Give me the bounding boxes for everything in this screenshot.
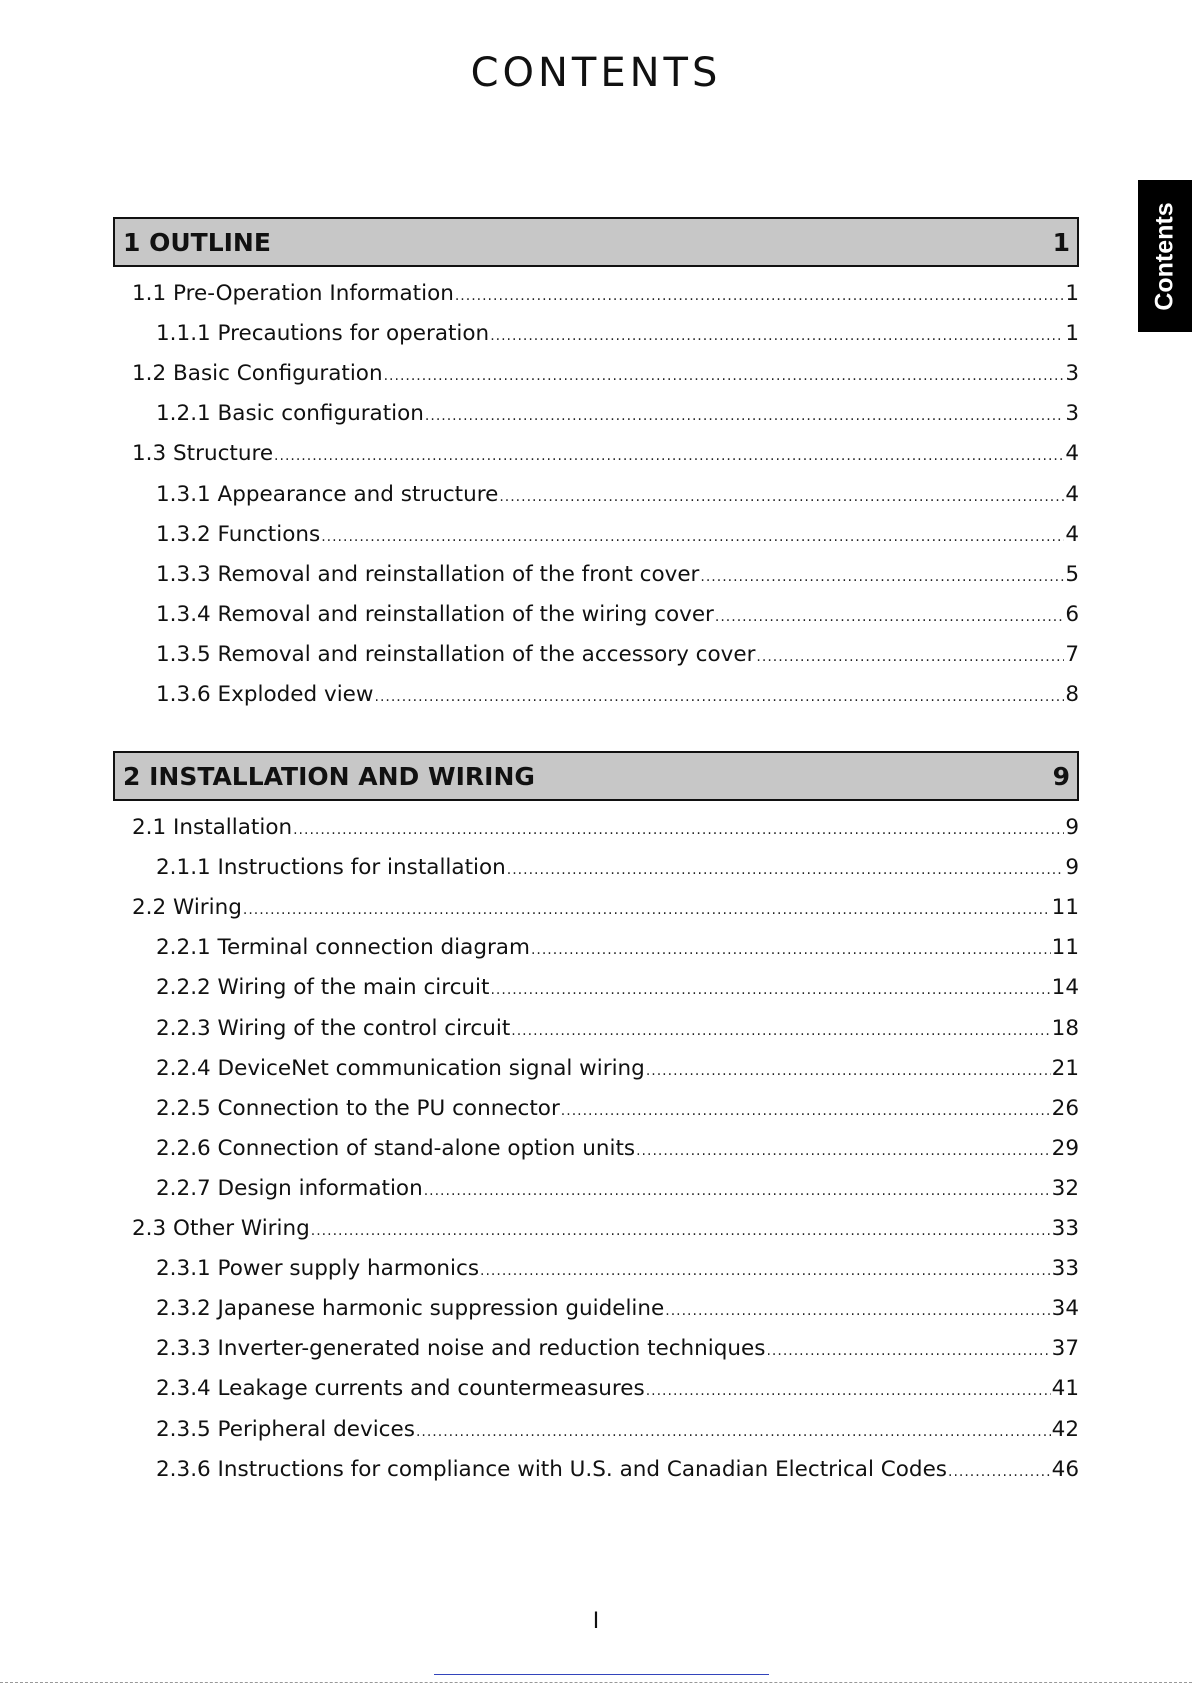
toc-entry[interactable]	[156, 1056, 1079, 1086]
toc-entry-label: 1.3.3 Removal and reinstallation of the front cover	[156, 562, 700, 587]
toc-entry-page: 3	[1065, 361, 1079, 386]
toc-entry[interactable]	[156, 1256, 1079, 1286]
toc-entry-label: 2.3.6 Instructions for compliance with U.S. and Canadian Electrical Codes	[156, 1457, 947, 1482]
toc-entry-page: 42	[1051, 1417, 1079, 1442]
dot-leader	[665, 1303, 1050, 1319]
toc-entry[interactable]	[156, 1296, 1079, 1326]
toc-entry-label: 2.2.7 Design information	[156, 1176, 423, 1201]
toc-entry-page: 3	[1065, 401, 1079, 426]
toc-entry[interactable]	[132, 361, 1079, 391]
dot-leader	[311, 1223, 1051, 1239]
toc-entry[interactable]	[132, 441, 1079, 471]
dot-leader	[375, 689, 1065, 705]
toc-entry[interactable]	[156, 562, 1079, 592]
toc-entry-page: 14	[1051, 975, 1079, 1000]
dot-leader	[243, 902, 1051, 918]
toc-entry-page: 11	[1051, 895, 1079, 920]
contents-side-tab[interactable]	[1138, 180, 1192, 332]
toc-entry-page: 9	[1065, 855, 1079, 880]
dot-leader	[507, 862, 1065, 878]
toc-entry-page: 1	[1065, 281, 1079, 306]
dot-leader	[766, 1343, 1050, 1359]
toc-entry-label: 2.2.4 DeviceNet communication signal wiring	[156, 1056, 645, 1081]
toc-entry[interactable]	[132, 895, 1079, 925]
toc-entry-label: 1.3 Structure	[132, 441, 274, 466]
toc-entry[interactable]	[156, 1336, 1079, 1366]
toc-entry-label: 2.2.3 Wiring of the control circuit	[156, 1016, 511, 1041]
toc-entry-label: 2.3.2 Japanese harmonic suppression guideline	[156, 1296, 665, 1321]
toc-entry-label: 2.3 Other Wiring	[132, 1216, 310, 1241]
dot-leader	[490, 328, 1064, 344]
toc-entry-page: 4	[1065, 522, 1079, 547]
toc-entry-label: 2.1 Installation	[132, 815, 293, 840]
toc-entry-label: 1.3.6 Exploded view	[156, 682, 374, 707]
dot-leader	[480, 1263, 1051, 1279]
toc-entry[interactable]	[156, 482, 1079, 512]
toc-entry-page: 29	[1051, 1136, 1079, 1161]
toc-entry-label: 2.3.3 Inverter-generated noise and reduction techniques	[156, 1336, 766, 1361]
dot-leader	[455, 288, 1064, 304]
toc-entry[interactable]	[156, 1096, 1079, 1126]
toc-entry-label: 2.2.5 Connection to the PU connector	[156, 1096, 560, 1121]
toc-entry-label: 2.3.1 Power supply harmonics	[156, 1256, 480, 1281]
dot-leader	[490, 982, 1050, 998]
dot-leader	[424, 1183, 1051, 1199]
toc-entry[interactable]	[156, 1136, 1079, 1166]
toc-entry-page: 9	[1065, 815, 1079, 840]
toc-entry-label: 2.2.1 Terminal connection diagram	[156, 935, 530, 960]
dot-leader	[561, 1103, 1051, 1119]
toc-entry-page: 46	[1051, 1457, 1079, 1482]
footer-divider	[0, 1682, 1192, 1683]
toc-entry-page: 6	[1065, 602, 1079, 627]
section-page: 9	[1052, 761, 1070, 791]
dot-leader	[646, 1063, 1051, 1079]
section-title: 1 OUTLINE	[123, 227, 271, 257]
toc-entry[interactable]	[156, 1376, 1079, 1406]
footer-link-underline	[434, 1674, 769, 1675]
toc-entry-page: 26	[1051, 1096, 1079, 1121]
toc-entry-label: 1.3.2 Functions	[156, 522, 321, 547]
toc-entry-page: 21	[1051, 1056, 1079, 1081]
toc-entry-page: 34	[1051, 1296, 1079, 1321]
toc-entry-label: 1.3.5 Removal and reinstallation of the accessory cover	[156, 642, 756, 667]
toc-entry-page: 7	[1065, 642, 1079, 667]
toc-entry[interactable]	[156, 522, 1079, 552]
toc-entry-page: 8	[1065, 682, 1079, 707]
dot-leader	[646, 1383, 1051, 1399]
toc-entry-page: 33	[1051, 1256, 1079, 1281]
dot-leader	[531, 942, 1051, 958]
dot-leader	[756, 649, 1064, 665]
section-header[interactable]	[113, 751, 1079, 801]
toc-entry-label: 2.1.1 Instructions for installation	[156, 855, 506, 880]
toc-entry-label: 1.3.1 Appearance and structure	[156, 482, 499, 507]
toc-entry-label: 1.1 Pre-Operation Information	[132, 281, 454, 306]
dot-leader	[416, 1424, 1051, 1440]
toc-entry[interactable]	[156, 1176, 1079, 1206]
toc-entry-label: 1.2 Basic Configuration	[132, 361, 383, 386]
dot-leader	[321, 529, 1064, 545]
toc-entry[interactable]	[156, 401, 1079, 431]
toc-entry-page: 4	[1065, 482, 1079, 507]
toc-entry-label: 2.3.5 Peripheral devices	[156, 1417, 415, 1442]
toc-entry[interactable]	[156, 642, 1079, 672]
toc-entry[interactable]	[156, 1417, 1079, 1447]
toc-entry-page: 4	[1065, 441, 1079, 466]
dot-leader	[425, 408, 1064, 424]
toc-entry[interactable]	[156, 935, 1079, 965]
toc-entry[interactable]	[156, 602, 1079, 632]
toc-entry[interactable]	[132, 815, 1079, 845]
toc-entry[interactable]	[156, 1457, 1079, 1487]
dot-leader	[384, 368, 1065, 384]
toc-entry[interactable]	[156, 975, 1079, 1005]
toc-entry-page: 41	[1051, 1376, 1079, 1401]
toc-entry-page: 5	[1065, 562, 1079, 587]
toc-entry[interactable]	[156, 682, 1079, 712]
dot-leader	[715, 609, 1064, 625]
side-tab-label: Contents	[1150, 201, 1179, 311]
toc-entry-label: 2.2.6 Connection of stand-alone option units	[156, 1136, 636, 1161]
section-header[interactable]	[113, 217, 1079, 267]
toc-entry[interactable]	[156, 855, 1079, 885]
dot-leader	[636, 1143, 1051, 1159]
toc-entry-page: 33	[1051, 1216, 1079, 1241]
toc-entry-page: 18	[1051, 1016, 1079, 1041]
toc-entry[interactable]	[156, 321, 1079, 351]
toc-entry[interactable]	[156, 1016, 1079, 1046]
dot-leader	[293, 822, 1064, 838]
page-title: CONTENTS	[470, 50, 722, 96]
toc-entry-label: 2.2.2 Wiring of the main circuit	[156, 975, 490, 1000]
toc-entry-page: 11	[1051, 935, 1079, 960]
toc-entry[interactable]	[132, 1216, 1079, 1246]
dot-leader	[274, 448, 1064, 464]
page-number: I	[592, 1609, 600, 1634]
toc-entry-label: 2.2 Wiring	[132, 895, 242, 920]
section-page: 1	[1052, 227, 1070, 257]
toc-entry-page: 32	[1051, 1176, 1079, 1201]
toc-entry[interactable]	[132, 281, 1079, 311]
toc-entry-label: 2.3.4 Leakage currents and countermeasures	[156, 1376, 645, 1401]
toc-entry-page: 37	[1051, 1336, 1079, 1361]
toc-entry-label: 1.1.1 Precautions for operation	[156, 321, 490, 346]
dot-leader	[948, 1464, 1051, 1480]
dot-leader	[499, 489, 1064, 505]
dot-leader	[511, 1023, 1050, 1039]
dot-leader	[700, 569, 1064, 585]
toc-entry-page: 1	[1065, 321, 1079, 346]
toc-entry-label: 1.3.4 Removal and reinstallation of the wiring cover	[156, 602, 714, 627]
section-title: 2 INSTALLATION AND WIRING	[123, 761, 535, 791]
toc-entry-label: 1.2.1 Basic configuration	[156, 401, 424, 426]
